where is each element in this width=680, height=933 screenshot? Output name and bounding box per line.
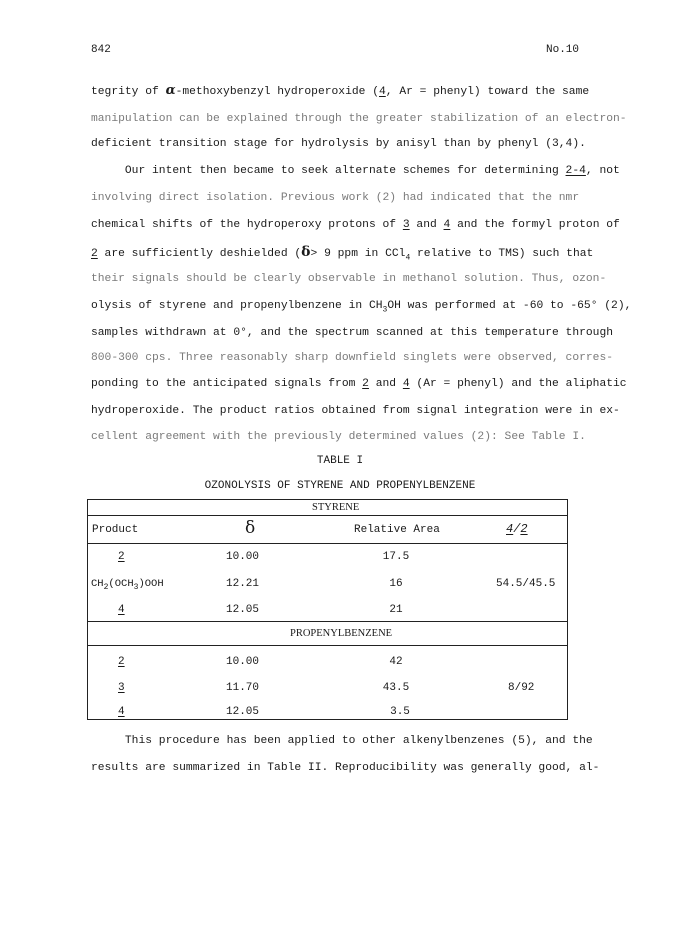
paragraph-line: This procedure has been applied to other alkenylbenzenes (5), and the xyxy=(91,735,593,747)
table-rule xyxy=(87,515,568,516)
ratio-cell: 8/92 xyxy=(508,682,535,694)
area-cell: 16 xyxy=(389,578,403,590)
delta-cell: 10.00 xyxy=(226,656,260,668)
text-span: OH was performed at -60 to -65° (2), xyxy=(387,300,632,312)
paragraph-line: their signals should be clearly observable in methanol solution. Thus, ozon- xyxy=(91,273,607,285)
compound-ref: 4 xyxy=(443,219,451,231)
table-label: TABLE I xyxy=(316,455,364,467)
compound-ref: 3 xyxy=(402,219,410,231)
product-cell xyxy=(91,578,164,592)
text-span: relative to TMS) such that xyxy=(410,248,594,260)
product-cell: 2 xyxy=(118,551,125,563)
paragraph-line: manipulation can be explained through the greater stabilization of an electron- xyxy=(91,113,627,125)
table-frame xyxy=(87,499,568,720)
section-label-propenylbenzene: PROPENYLBENZENE xyxy=(290,628,393,639)
compound-ref: 2 xyxy=(362,378,369,390)
table-rule xyxy=(87,621,568,622)
page-number: 842 xyxy=(91,44,111,56)
compound-ref: 2-4 xyxy=(565,165,586,177)
paragraph-line: cellent agreement with the previously determined values (2): See Table I. xyxy=(91,431,586,443)
paragraph-line: 800-300 cps. Three reasonably sharp downfield singlets were observed, corres- xyxy=(91,352,614,364)
ratio-separator: / xyxy=(513,522,521,536)
area-cell: 3.5 xyxy=(390,706,410,718)
paragraph-line xyxy=(91,299,632,317)
paragraph-line xyxy=(91,377,627,391)
compound-ref: 2 xyxy=(91,248,98,260)
paragraph-line xyxy=(91,164,620,178)
delta-symbol: δ xyxy=(301,244,311,260)
paragraph-line xyxy=(91,218,620,232)
text-span: > 9 ppm in CCl xyxy=(310,248,406,260)
product-cell: 2 xyxy=(118,656,125,668)
delta-cell: 10.00 xyxy=(226,551,260,563)
text-span: ponding to the anticipated signals from xyxy=(91,378,363,390)
table-rule xyxy=(87,543,568,544)
issue-number: No.10 xyxy=(546,44,580,56)
text-span: tegrity of xyxy=(91,86,166,98)
paragraph-line: results are summarized in Table II. Reproducibility was generally good, al- xyxy=(91,762,600,774)
text-span: , Ar = phenyl) toward the same xyxy=(385,86,590,98)
text-span: , not xyxy=(585,165,620,177)
text-span: (OCH xyxy=(108,578,134,590)
compound-ref: 4 xyxy=(378,86,386,98)
text-span: olysis of styrene and propenylbenzene in CH xyxy=(91,300,383,312)
area-cell: 21 xyxy=(389,604,403,616)
paragraph-line: involving direct isolation. Previous work (2) had indicated that the nmr xyxy=(91,192,580,204)
compound-ref: 4 xyxy=(402,378,410,390)
area-cell: 43.5 xyxy=(382,682,410,694)
area-cell: 42 xyxy=(389,656,403,668)
paragraph-line xyxy=(91,244,594,265)
area-cell: 17.5 xyxy=(382,551,410,563)
header-relative-area: Relative Area xyxy=(354,524,440,536)
product-cell: 4 xyxy=(118,706,125,718)
text-span: )OOH xyxy=(138,578,164,590)
alpha-symbol: α xyxy=(165,83,176,98)
subscript: 2 xyxy=(103,583,109,593)
ratio-denominator: 2 xyxy=(520,522,528,536)
paragraph-line: deficient transition stage for hydrolysis by anisyl than by phenyl (3,4). xyxy=(91,138,586,150)
subscript: 3 xyxy=(133,583,139,593)
product-cell: 4 xyxy=(118,604,125,616)
text-span: and xyxy=(409,219,444,231)
paragraph-line: samples withdrawn at 0°, and the spectrum scanned at this temperature through xyxy=(91,327,614,339)
ratio-cell: 54.5/45.5 xyxy=(496,578,556,590)
delta-cell: 12.05 xyxy=(226,604,260,616)
text-span: are sufficiently deshielded ( xyxy=(97,248,302,260)
delta-cell: 12.05 xyxy=(226,706,260,718)
delta-cell: 11.70 xyxy=(226,682,260,694)
table-rule xyxy=(87,645,568,646)
paragraph-line xyxy=(91,84,591,99)
subscript: 4 xyxy=(405,253,411,263)
subscript: 3 xyxy=(382,305,388,315)
ratio-numerator: 4 xyxy=(506,522,514,536)
text-span: (Ar = phenyl) and the aliphatic xyxy=(409,378,627,390)
text-span: CH xyxy=(91,578,104,590)
header-ratio xyxy=(506,522,528,536)
text-span: and xyxy=(368,378,403,390)
text-span: Our intent then became to seek alternate schemes for determining xyxy=(91,165,566,177)
section-label-styrene: STYRENE xyxy=(312,502,360,513)
header-product: Product xyxy=(92,524,139,536)
product-cell: 3 xyxy=(118,682,125,694)
table-title: OZONOLYSIS OF STYRENE AND PROPENYLBENZENE xyxy=(204,480,476,492)
text-span: chemical shifts of the hydroperoxy protons of xyxy=(91,219,403,231)
delta-cell: 12.21 xyxy=(226,578,260,590)
header-delta: δ xyxy=(245,518,256,538)
paragraph-line: hydroperoxide. The product ratios obtained from signal integration were in ex- xyxy=(91,405,620,417)
text-span: -methoxybenzyl hydroperoxide ( xyxy=(175,86,379,98)
text-span: and the formyl proton of xyxy=(450,219,620,231)
